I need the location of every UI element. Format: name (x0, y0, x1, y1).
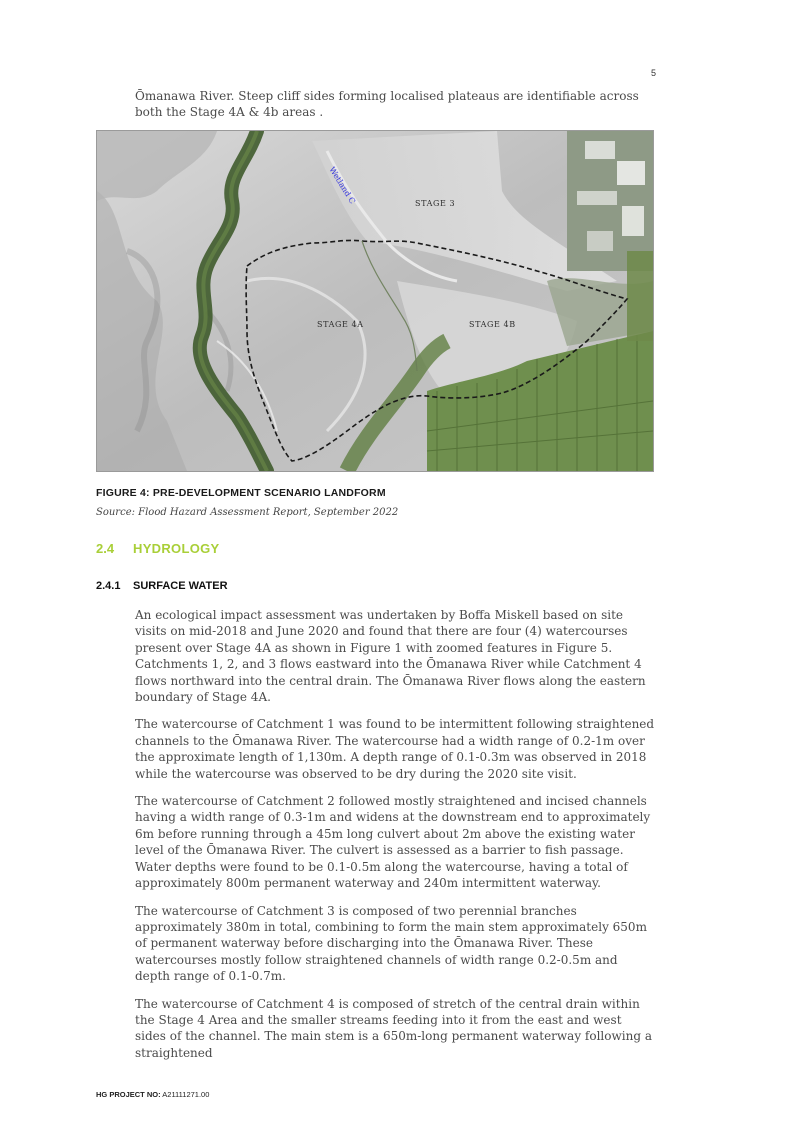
landform-map (96, 130, 654, 472)
label-stage-3: STAGE 3 (415, 199, 456, 208)
paragraph-catchment-1: The watercourse of Catchment 1 was found to be intermittent following straightened channels to the Ōmanawa River. The watercourse had a width range of 0.2-1m over the approximate length of 1,130m. A depth range of 0.1-0.3m was observed in 2018 while the watercourse was observed to be dry during the 2020 site visit. (135, 717, 655, 781)
figure-caption: FIGURE 4: PRE-DEVELOPMENT SCENARIO LANDFORM (96, 487, 386, 499)
intro-paragraph: Ōmanawa River. Steep cliff sides forming localised plateaus are identifiable across both the Stage 4A & 4b areas . (135, 89, 639, 120)
paragraph-catchment-4: The watercourse of Catchment 4 is composed of stretch of the central drain within the Stage 4 Area and the smaller streams feeding into it from the east and west sides of the channel. The main stem is a 650m-long permanent waterway following a straightened (135, 996, 652, 1060)
subsection-number: 2.4.1 (96, 580, 121, 592)
paragraph-catchment-3: The watercourse of Catchment 3 is composed of two perennial branches approximately 380m in total, combining to form the main stem approximately 650m of permanent waterway before discharging into the Ōmanawa River. These watercourses mostly follow straightened channels of width range 0.2-0.5m and depth range of 0.1-0.7m. (135, 903, 647, 984)
subsection-title: SURFACE WATER (133, 580, 228, 592)
footer-project-number (96, 1090, 209, 1099)
section-title: HYDROLOGY (133, 541, 220, 556)
label-stage-4a: STAGE 4A (317, 320, 364, 329)
figure-source: Source: Flood Hazard Assessment Report, September 2022 (96, 507, 399, 518)
surface-water-body (135, 607, 655, 1072)
paragraph-catchment-2: The watercourse of Catchment 2 followed mostly straightened and incised channels having a width range of 0.3-1m and widens at the downstream end to approximately 6m before running through a 45m long culvert about 2m above the existing water level of the Ōmanawa River. The culvert is assessed as a barrier to fish passage. Water depths were found to be 0.1-0.5m along the watercourse, having a total of approximately 800m permanent waterway and 240m intermittent waterway. (135, 794, 651, 891)
label-stage-4b: STAGE 4B (469, 320, 516, 329)
label-wetland-c: Wetland C (327, 165, 358, 206)
footer-value: A21111271.00 (162, 1090, 210, 1099)
paragraph-catchment-overview: An ecological impact assessment was undertaken by Boffa Miskell based on site visits on mid-2018 and June 2020 and found that there are four (4) watercourses present over Stage 4A as shown in Figure 1 with zoomed features in Figure 5. Catchments 1, 2, and 3 flows eastward into the Ōmanawa River while Catchment 4 flows northward into the central drain. The Ōmanawa River flows along the eastern boundary of Stage 4A. (135, 608, 646, 705)
section-number: 2.4 (96, 541, 115, 556)
page-number: 5 (650, 68, 656, 78)
footer-label: HG PROJECT NO: (96, 1090, 161, 1099)
